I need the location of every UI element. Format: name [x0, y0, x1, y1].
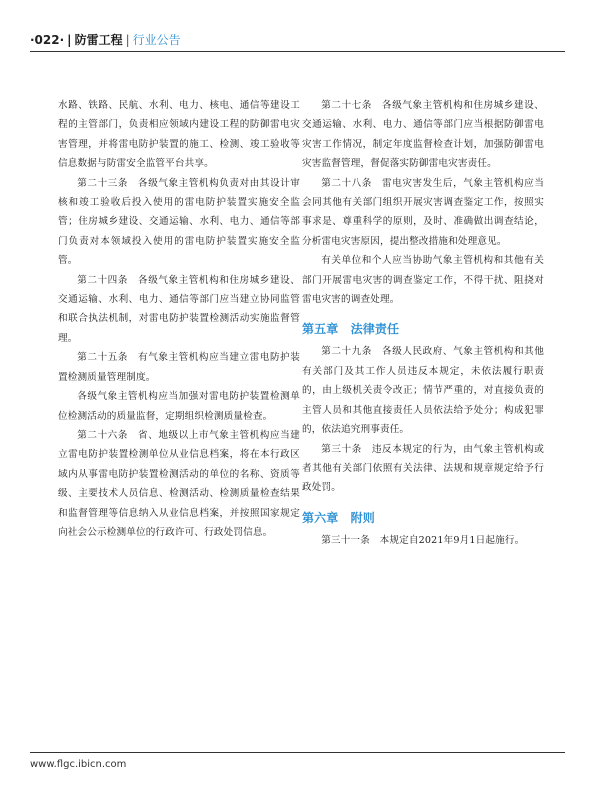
article-24: 第二十四条 各级气象主管机构和住房城乡建设、交通运输、水利、电力、通信等部门应当建立协同监管和联合执法机制，对雷电防护装置检测活动实施监督管理。: [58, 274, 300, 344]
article-27: 第二十七条 各级气象主管机构和住房城乡建设、交通运输、水利、电力、通信等部门应当根据防御雷电灾害工作情况，制定年度监督检查计划，加强防御雷电灾害监督管理，督促落实防御雷电灾害责任。: [302, 100, 544, 170]
section-name: 行业公告: [132, 33, 181, 47]
magazine-title: 防雷工程: [74, 33, 123, 47]
article-28: 第二十八条 雷电灾害发生后，气象主管机构应当会同其他有关部门组织开展灾害调查鉴定工作，按照实事求是、尊重科学的原则，及时、准确做出调查结论，分析雷电灾害原因，提出整改措施和处理意见。: [302, 177, 544, 247]
chapter-5-heading: 第五章 法律责任: [302, 322, 400, 337]
article-29: 第二十九条 各级人民政府、气象主管机构和其他有关部门及其工作人员违反本规定，未依法履行职责的，由上级机关责令改正；情节严重的，对直接负责的主管人员和其他直接责任人员依法给予处分；构成犯罪的，依法追究刑事责任。: [302, 346, 544, 436]
footer-url[interactable]: www.flgc.ibicn.com: [30, 759, 127, 770]
article-30: 第三十条 违反本规定的行为，由气象主管机构或者其他有关部门依照有关法律、法规和规章规定给予行政处罚。: [302, 443, 544, 494]
chapter-6-heading: 第六章 附则: [302, 510, 375, 525]
page-number: ·022·: [30, 33, 65, 47]
article-23: 第二十三条 各级气象主管机构负责对由其设计审核和竣工验收后投入使用的雷电防护装置实施安全监管；住房城乡建设、交通运输、水利、电力、通信等部门负责对本领域投入使用的雷电防护装置实施安全监管。: [58, 177, 300, 267]
header-separator: |: [67, 33, 72, 47]
article-25: 第二十五条 有气象主管机构应当建立雷电防护装置检测质量管理制度。: [58, 352, 300, 383]
footer-rule: [30, 752, 565, 753]
paragraph: 各级气象主管机构应当加强对雷电防护装置检测单位检测活动的质量监督，定期组织检测质量检查。: [58, 391, 300, 422]
article-26: 第二十六条 省、地级以上市气象主管机构应当建立雷电防护装置检测单位从业信息档案，将在本行政区域内从事雷电防护装置检测活动的单位的名称、资质等级、主要技术人员信息、检测活动、检测质量检查结果和监督管理等信息纳入从业信息档案，并按照国家规定向社会公示检测单位的行政许可、行政处罚信息。: [58, 429, 300, 538]
article-31: 第三十一条 本规定自2021年9月1日起施行。: [321, 534, 525, 546]
header-separator: |: [125, 33, 130, 47]
paragraph: 有关单位和个人应当协助气象主管机构和其他有关部门开展雷电灾害的调查鉴定工作，不得干扰、阻挠对雷电灾害的调查处理。: [302, 255, 544, 306]
page-header: [30, 33, 181, 47]
paragraph: 水路、铁路、民航、水利、电力、核电、通信等建设工程的主管部门，负责相应领域内建设工程的防御雷电灾害管理，并将雷电防护装置的施工、检测、竣工验收等信息数据与防雷安全监管平台共享。: [58, 100, 300, 170]
right-column: [302, 96, 544, 550]
left-column: [58, 96, 300, 542]
header-rule: [30, 51, 565, 52]
